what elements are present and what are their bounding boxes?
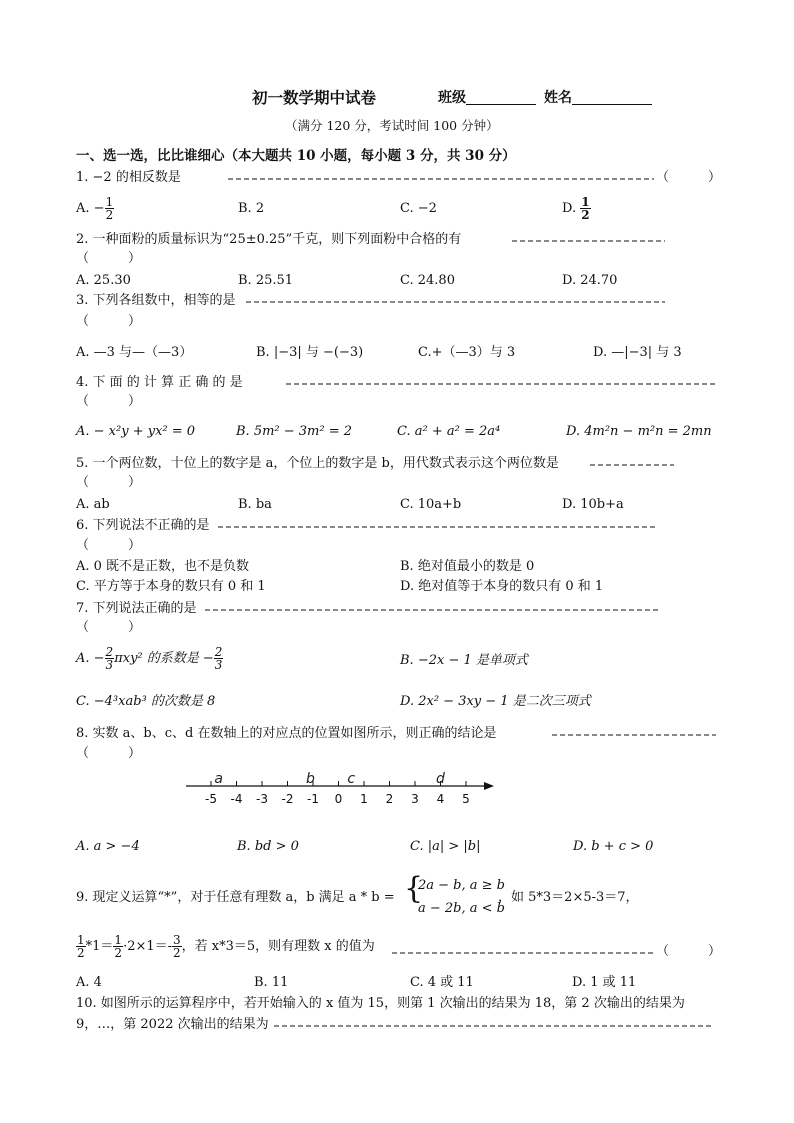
q1-a-fraction [105, 196, 115, 221]
q3-leader [246, 300, 665, 304]
q8-option-d: D. b + c > 0 [573, 839, 654, 854]
q7-option-d: D. 2x² − 3xy − 1 是二次三项式 [400, 694, 591, 709]
q1-stem: 1. −2 的相反数是 [76, 170, 181, 185]
q2-paren: （ ） [76, 251, 142, 266]
q9-leader [392, 951, 654, 955]
q6-option-b: B. 绝对值最小的数是 0 [400, 559, 535, 574]
name-label [544, 91, 652, 105]
q1-d-den: 2 [581, 208, 590, 222]
q6-option-c: C. 平方等于本身的数只有 0 和 1 [76, 579, 266, 594]
q7-option-c: C. −4³xab³ 的次数是 8 [76, 694, 216, 709]
number-line-tick-label: 3 [411, 792, 419, 806]
q9-frac1-den: 2 [77, 946, 85, 960]
q9-frac3-num: 3 [173, 933, 181, 947]
q5-option-a: A. ab [76, 497, 110, 512]
q5-option-d: D. 10b+a [562, 497, 624, 512]
q4-leader [286, 382, 716, 386]
q3-option-c: C.+（—3）与 3 [418, 345, 516, 360]
q4-option-c: C. a² + a² = 2a⁴ [397, 424, 501, 439]
q2-option-c: C. 24.80 [400, 273, 455, 288]
section-heading: 一、选一选，比比谁细心（本大题共 10 小题，每小题 3 分，共 30 分） [76, 148, 516, 164]
number-line-tick-label: -3 [256, 792, 268, 806]
q1-option-a [76, 196, 114, 221]
q7-a-num: 2 [105, 645, 114, 659]
q7-a-den2: 3 [214, 658, 223, 672]
q9-frac2 [113, 934, 123, 959]
q1-d-num: 1 [581, 195, 590, 209]
q10-line2: 9，…，第 2022 次输出的结果为 [76, 1017, 269, 1032]
number-line-arrow [484, 782, 494, 790]
q9-frac2-num: 1 [114, 933, 123, 947]
q5-stem: 5. 一个两位数，十位上的数字是 a，个位上的数字是 b，用代数式表示这个两位数是 [76, 456, 559, 471]
number-line-tick-label: -2 [281, 792, 294, 806]
number-line-point-b: b [306, 771, 315, 787]
q8-paren: （ ） [76, 746, 142, 761]
q1-a-num: 1 [105, 195, 114, 209]
q9-frac1 [76, 934, 86, 959]
q1-a-sign: − [93, 201, 105, 216]
q9-frac3-den: 2 [173, 946, 181, 960]
q3-stem: 3. 下列各组数中，相等的是 [76, 293, 236, 308]
q7-option-a [76, 646, 223, 671]
q9-text3: ，若 x*3＝5，则有理数 x 的值为 [181, 939, 375, 954]
number-line [180, 770, 500, 810]
q4-option-d: D. 4m²n − m²n = 2mn [566, 424, 712, 439]
q3-option-a: A. —3 与—（—3） [76, 345, 193, 360]
q1-option-c: C. −2 [400, 201, 437, 216]
q6-paren: （ ） [76, 538, 142, 553]
q4-option-a: A. − x²y + yx² = 0 [76, 424, 196, 439]
number-line-tick-label: 1 [360, 792, 368, 806]
class-label [438, 91, 536, 105]
q1-d-fraction [580, 196, 590, 221]
q8-stem: 8. 实数 a、b、c、d 在数轴上的对应点的位置如图所示，则正确的结论是 [76, 726, 497, 741]
q9-stem-post: ，如 5*3＝2×5-3＝7， [498, 890, 639, 905]
number-line-point-a: a [214, 771, 223, 787]
number-line-tick-label: -5 [205, 792, 217, 806]
number-line-tick-label: 5 [462, 792, 470, 806]
q9-frac3 [172, 934, 182, 959]
q7-a-fraction [105, 646, 115, 671]
q9-text2: ·2×1＝- [123, 939, 173, 954]
exam-title: 初一数学期中试卷 [252, 88, 377, 107]
q3-option-b: B. |−3| 与 −(−3) [256, 345, 364, 360]
number-line-point-c: c [347, 771, 356, 787]
q2-leader [512, 239, 665, 243]
q6-option-a: A. 0 既不是正数，也不是负数 [76, 559, 250, 574]
q9-case2: a − 2b, a < b [418, 901, 505, 916]
q7-a-den: 3 [105, 658, 114, 672]
q5-option-b: B. ba [238, 497, 272, 512]
q3-paren: （ ） [76, 314, 142, 329]
number-line-tick-label: -1 [307, 792, 319, 806]
q10-line1: 10. 如图所示的运算程序中，若开始输入的 x 值为 15，则第 1 次输出的结果为 18，第 2 次输出的结果为 [76, 996, 685, 1011]
q9-option-b: B. 11 [254, 975, 289, 990]
q7-a-mid: πxy² 的系数是 − [114, 651, 214, 666]
q1-a-den: 2 [105, 208, 114, 222]
q7-leader [205, 608, 658, 612]
q7-a-label: A. − [76, 651, 105, 666]
q8-option-b: B. bd > 0 [237, 839, 299, 854]
number-line-tick-label: 4 [436, 792, 445, 806]
class-label-text: 班级 [438, 90, 466, 106]
q9-stem-pre: 9. 现定义运算“*”，对于任意有理数 a，b 满足 a * b = [76, 890, 395, 905]
number-line-tick-label: -4 [230, 792, 243, 806]
q7-stem: 7. 下列说法正确的是 [76, 601, 197, 616]
q2-option-d: D. 24.70 [562, 273, 618, 288]
q9-option-d: D. 1 或 11 [572, 975, 637, 990]
q6-leader [218, 525, 658, 529]
q9-brace: { [404, 871, 424, 906]
q2-option-a: A. 25.30 [76, 273, 131, 288]
q10-leader [274, 1024, 714, 1028]
q3-option-d: D. —|−3| 与 3 [593, 345, 682, 360]
number-line-tick-label: 2 [385, 792, 394, 806]
q1-d-label: D. [562, 201, 577, 216]
q9-case1: 2a − b, a ≥ b [418, 878, 505, 893]
q9-paren: （ ） [656, 944, 722, 959]
q2-option-b: B. 25.51 [238, 273, 294, 288]
exam-subtitle: （满分 120 分，考试时间 100 分钟） [285, 118, 499, 133]
q7-a-num2: 2 [214, 645, 223, 659]
q4-paren: （ ） [76, 394, 142, 409]
q1-option-d [562, 196, 591, 221]
q1-option-b: B. 2 [238, 201, 265, 216]
q4-stem: 4. 下 面 的 计 算 正 确 的 是 [76, 375, 243, 390]
q9-frac1-num: 1 [77, 933, 85, 947]
q9-text1: *1＝ [85, 939, 114, 954]
q7-paren: （ ） [76, 620, 142, 635]
q1-paren: （ ） [656, 170, 722, 185]
q8-leader [552, 733, 716, 737]
q9-option-c: C. 4 或 11 [410, 975, 474, 990]
q1-leader [228, 177, 654, 181]
q8-option-a: A. a > −4 [76, 839, 140, 854]
q7-a-fraction2 [214, 646, 224, 671]
q8-option-c: C. |a| > |b| [410, 839, 481, 854]
class-blank [466, 92, 536, 105]
number-line-point-d: d [436, 771, 445, 787]
number-line-tick-label: 0 [334, 792, 343, 806]
q4-option-b: B. 5m² − 3m² = 2 [236, 424, 353, 439]
q5-leader [590, 463, 674, 467]
q9-frac2-den: 2 [114, 946, 123, 960]
name-label-text: 姓名 [544, 90, 572, 106]
q6-stem: 6. 下列说法不正确的是 [76, 518, 210, 533]
q2-stem: 2. 一种面粉的质量标识为“25±0.25”千克，则下列面粉中合格的有 [76, 232, 462, 247]
name-blank [572, 92, 652, 105]
q5-paren: （ ） [76, 475, 142, 490]
q5-option-c: C. 10a+b [400, 497, 462, 512]
q7-option-b: B. −2x − 1 是单项式 [400, 653, 528, 668]
q6-option-d: D. 绝对值等于本身的数只有 0 和 1 [400, 579, 604, 594]
q9-option-a: A. 4 [76, 975, 102, 990]
q9-example [76, 934, 375, 959]
q1-a-label: A. [76, 201, 90, 216]
